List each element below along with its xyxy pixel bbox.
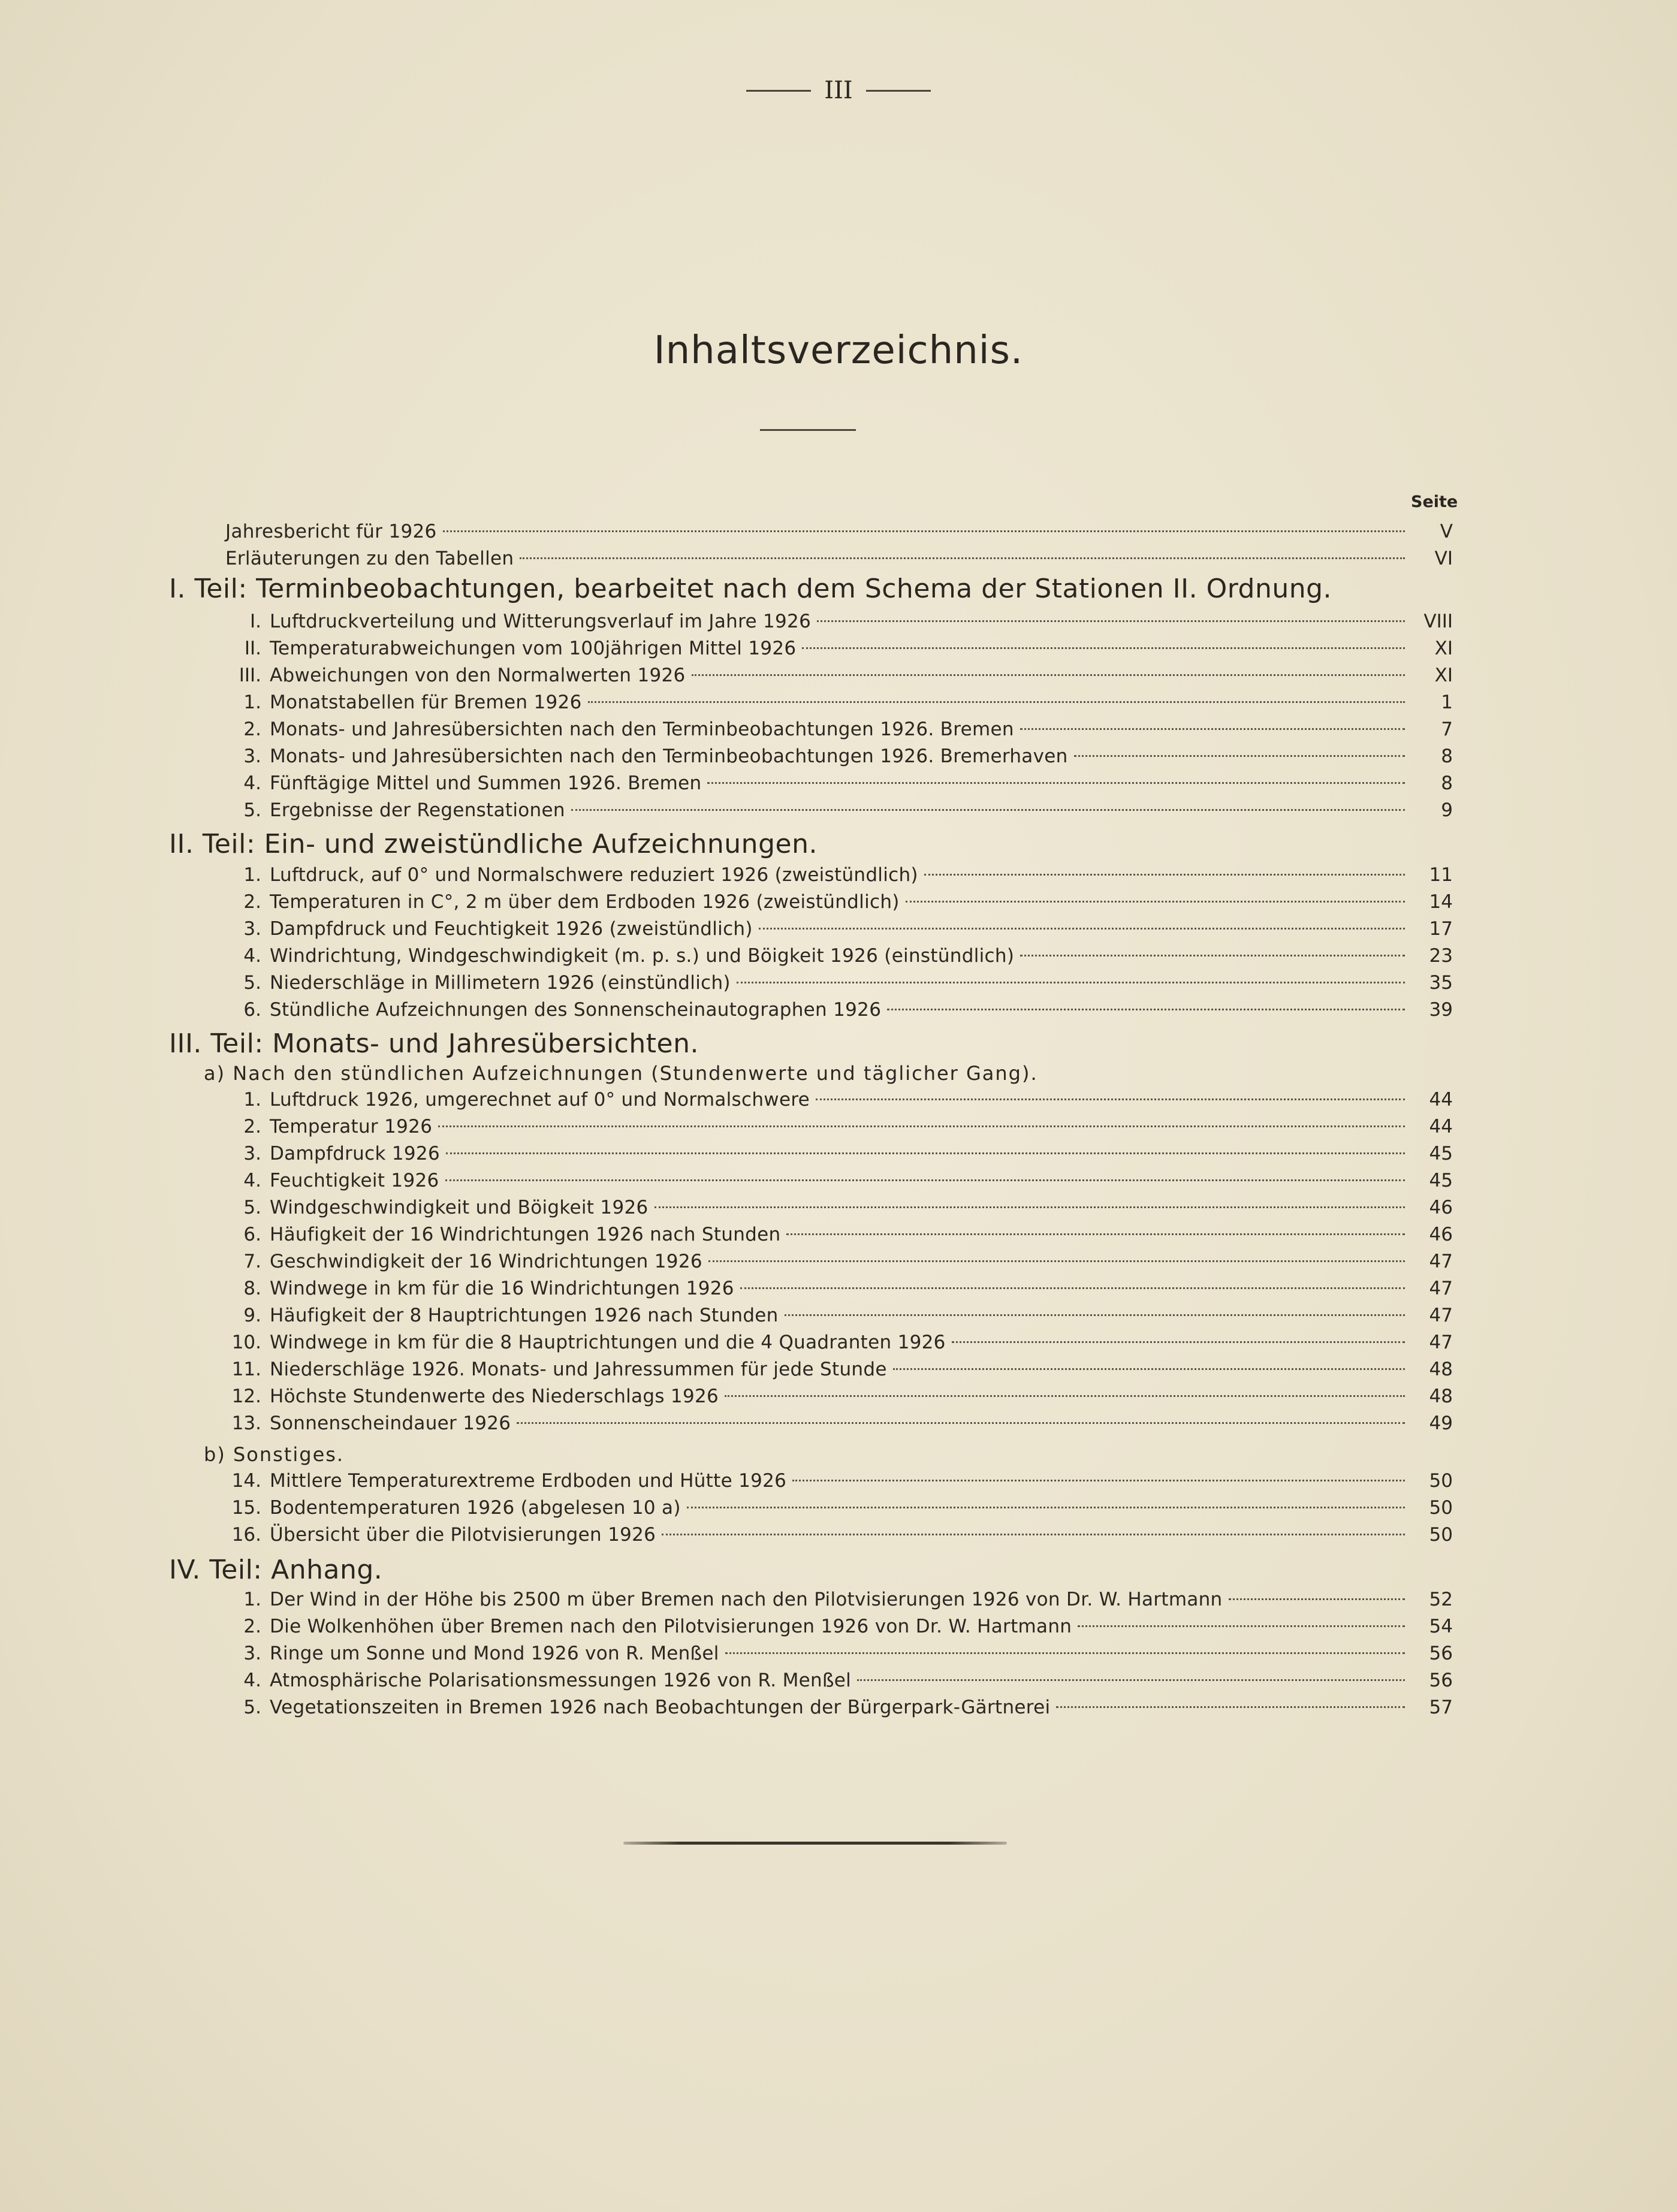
toc-entry-label: Temperaturen in C°, 2 m über dem Erdboden 1926 (zweistündlich) xyxy=(270,891,900,913)
toc-entry-page: 50 xyxy=(1429,1497,1453,1519)
leader-dots xyxy=(802,647,1405,649)
toc-entry-page: 47 xyxy=(1429,1332,1453,1353)
toc-entry xyxy=(225,969,1453,997)
toc-entry xyxy=(225,1329,1453,1356)
toc-entry-number: 10. xyxy=(231,1332,261,1353)
toc-entry-label: Übersicht über die Pilotvisierungen 1926 xyxy=(270,1524,656,1546)
toc-entry-page: 44 xyxy=(1429,1116,1453,1137)
part-heading-4: IV. Teil: Anhang. xyxy=(169,1555,383,1585)
toc-entry xyxy=(225,662,1453,689)
toc-entry-page: V xyxy=(1440,521,1453,542)
leader-dots xyxy=(1056,1706,1405,1708)
toc-entry-page: 54 xyxy=(1429,1616,1453,1637)
leader-dots xyxy=(687,1507,1405,1508)
toc-entry-label: Niederschläge 1926. Monats- und Jahressummen für jede Stunde xyxy=(270,1359,887,1380)
toc-entry xyxy=(225,888,1453,916)
toc-entry-number: I. xyxy=(250,611,261,632)
toc-entry-label: Monats- und Jahresübersichten nach den Terminbeobachtungen 1926. Bremerhaven xyxy=(270,746,1068,767)
toc-entry-number: 12. xyxy=(231,1386,261,1407)
toc-entry xyxy=(225,1521,1453,1549)
toc-entry xyxy=(225,689,1453,716)
toc-entry-page: XI xyxy=(1434,638,1453,659)
toc-entry xyxy=(225,1613,1453,1640)
toc-entry-label: Fünftägige Mittel und Summen 1926. Bremen xyxy=(270,772,702,794)
leader-dots xyxy=(1074,755,1405,757)
leader-dots xyxy=(443,530,1405,532)
leader-dots xyxy=(906,901,1405,903)
toc-entry-number: 3. xyxy=(243,746,261,767)
toc-entry-label: Monatstabellen für Bremen 1926 xyxy=(270,692,582,713)
toc-entry-label: Atmosphärische Polarisationsmessungen 1926 von R. Menßel xyxy=(270,1670,852,1691)
toc-entry-number: 1. xyxy=(243,864,261,886)
toc-entry xyxy=(225,1221,1453,1248)
leader-dots xyxy=(857,1679,1405,1681)
toc-entry-label: Luftdruck 1926, umgerechnet auf 0° und Normalschwere xyxy=(270,1089,810,1110)
toc-entry xyxy=(225,1167,1453,1194)
toc-entry-number: 2. xyxy=(243,1616,261,1637)
toc-entry-number: 4. xyxy=(243,1170,261,1191)
toc-entry xyxy=(225,769,1453,797)
toc-entry xyxy=(225,743,1453,770)
toc-entry-page: 45 xyxy=(1429,1170,1453,1191)
part-heading-3: III. Teil: Monats- und Jahresübersichten. xyxy=(169,1028,699,1059)
toc-entry-number: 2. xyxy=(243,891,261,913)
toc-entry-label: Windrichtung, Windgeschwindigkeit (m. p. s.) und Böigkeit 1926 (einstündlich) xyxy=(270,945,1015,967)
toc-entry-page: 56 xyxy=(1429,1643,1453,1664)
toc-entry xyxy=(225,1086,1453,1113)
toc-entry-label: Windwege in km für die 8 Hauptrichtungen und die 4 Quadranten 1926 xyxy=(270,1332,946,1353)
toc-entry-label: Luftdruck, auf 0° und Normalschwere reduziert 1926 (zweistündlich) xyxy=(270,864,918,886)
toc-entry-page: 46 xyxy=(1429,1224,1453,1245)
toc-entry-page: 52 xyxy=(1429,1589,1453,1610)
toc-entry-number: 3. xyxy=(243,1143,261,1164)
toc-entry xyxy=(225,635,1453,662)
leader-dots xyxy=(520,557,1405,559)
toc-entry-label: Monats- und Jahresübersichten nach den Terminbeobachtungen 1926. Bremen xyxy=(270,719,1014,740)
leader-dots xyxy=(952,1341,1405,1343)
subsection-heading-a: a) Nach den stündlichen Aufzeichnungen (Stundenwerte und täglicher Gang). xyxy=(204,1062,1038,1085)
toc-entry-page: XI xyxy=(1434,665,1453,686)
leader-dots xyxy=(737,982,1405,983)
toc-entry xyxy=(225,1694,1453,1721)
toc-entry-label: Ergebnisse der Regenstationen xyxy=(270,799,565,821)
leader-dots xyxy=(662,1534,1405,1535)
leader-dots xyxy=(1229,1598,1405,1600)
toc-entry-number: 4. xyxy=(243,945,261,967)
toc-entry-page: 47 xyxy=(1429,1278,1453,1299)
part-heading-1: I. Teil: Terminbeobachtungen, bearbeitet nach dem Schema der Stationen II. Ordnung. xyxy=(169,574,1332,604)
toc-entry xyxy=(225,1356,1453,1383)
toc-entry-page: 8 xyxy=(1441,746,1453,767)
leader-dots xyxy=(785,1314,1405,1316)
toc-entry-number: III. xyxy=(239,665,261,686)
leader-dots xyxy=(792,1480,1405,1481)
leader-dots xyxy=(588,701,1405,703)
toc-entry-page: 47 xyxy=(1429,1251,1453,1272)
toc-entry-number: II. xyxy=(244,638,261,659)
toc-entry-number: 4. xyxy=(243,1670,261,1691)
toc-entry-label: Dampfdruck und Feuchtigkeit 1926 (zweistündlich) xyxy=(270,918,753,940)
toc-entry-number: 11. xyxy=(231,1359,261,1380)
toc-entry-page: 45 xyxy=(1429,1143,1453,1164)
leader-dots xyxy=(517,1422,1405,1424)
toc-entry xyxy=(225,608,1453,635)
toc-entry-label: Dampfdruck 1926 xyxy=(270,1143,440,1164)
toc-entry-label: Abweichungen von den Normalwerten 1926 xyxy=(270,665,686,686)
toc-entry-page: 44 xyxy=(1429,1089,1453,1110)
toc-entry xyxy=(225,716,1453,743)
toc-entry xyxy=(225,1586,1453,1613)
toc-entry xyxy=(225,1667,1453,1694)
leader-dots xyxy=(893,1368,1405,1370)
toc-entry-label: Temperaturabweichungen vom 100jährigen Mittel 1926 xyxy=(270,638,797,659)
leader-dots xyxy=(438,1125,1405,1127)
toc-entry-number: 14. xyxy=(231,1470,261,1492)
toc-entry-number: 2. xyxy=(243,719,261,740)
toc-entry-number: 5. xyxy=(243,1697,261,1718)
page-number: III xyxy=(824,77,853,104)
toc-entry-number: 13. xyxy=(231,1413,261,1434)
toc-entry xyxy=(225,1494,1453,1522)
toc-entry-page: 35 xyxy=(1429,972,1453,994)
toc-entry-label: Feuchtigkeit 1926 xyxy=(270,1170,439,1191)
header-rule-right xyxy=(866,90,931,92)
toc-entry xyxy=(225,1467,1453,1495)
toc-entry-label: Geschwindigkeit der 16 Windrichtungen 1926 xyxy=(270,1251,702,1272)
toc-entry-label: Jahresbericht für 1926 xyxy=(225,521,437,542)
toc-entry-number: 3. xyxy=(243,1643,261,1664)
toc-entry-page: 50 xyxy=(1429,1470,1453,1492)
toc-entry-label: Die Wolkenhöhen über Bremen nach den Pilotvisierungen 1926 von Dr. W. Hartmann xyxy=(270,1616,1072,1637)
toc-entry-page: 50 xyxy=(1429,1524,1453,1546)
leader-dots xyxy=(692,674,1405,676)
toc-entry-page: 48 xyxy=(1429,1359,1453,1380)
leader-dots xyxy=(740,1287,1405,1289)
leader-dots xyxy=(786,1233,1405,1235)
toc-entry xyxy=(225,545,1453,572)
toc-entry-label: Bodentemperaturen 1926 (abgelesen 10 a) xyxy=(270,1497,681,1519)
toc-entry xyxy=(225,996,1453,1024)
leader-dots xyxy=(887,1009,1405,1010)
part-heading-2: II. Teil: Ein- und zweistündliche Aufzeichnungen. xyxy=(169,829,818,859)
toc-entry-page: 39 xyxy=(1429,999,1453,1021)
leader-dots xyxy=(708,1260,1405,1262)
toc-entry xyxy=(225,861,1453,889)
toc-entry-number: 2. xyxy=(243,1116,261,1137)
page-title: Inhaltsverzeichnis. xyxy=(653,328,1024,373)
leader-dots xyxy=(924,874,1405,876)
toc-entry xyxy=(225,915,1453,943)
toc-entry-number: 4. xyxy=(243,772,261,794)
toc-entry-page: 8 xyxy=(1441,772,1453,794)
toc-entry xyxy=(225,796,1453,824)
toc-entry-number: 1. xyxy=(243,1089,261,1110)
leader-dots xyxy=(816,1099,1405,1100)
toc-entry xyxy=(225,1140,1453,1167)
toc-entry-page: 56 xyxy=(1429,1670,1453,1691)
leader-dots xyxy=(817,620,1405,622)
toc-entry-label: Temperatur 1926 xyxy=(270,1116,433,1137)
toc-entry-number: 5. xyxy=(243,799,261,821)
leader-dots xyxy=(654,1206,1405,1208)
toc-entry xyxy=(225,1113,1453,1140)
toc-entry xyxy=(225,518,1453,545)
toc-entry-page: 48 xyxy=(1429,1386,1453,1407)
toc-entry-label: Luftdruckverteilung und Witterungsverlauf im Jahre 1926 xyxy=(270,611,812,632)
leader-dots xyxy=(446,1152,1405,1154)
toc-entry xyxy=(225,1302,1453,1329)
toc-entry-number: 6. xyxy=(243,1224,261,1245)
toc-entry-label: Niederschläge in Millimetern 1926 (einstündlich) xyxy=(270,972,731,994)
leader-dots xyxy=(1078,1625,1405,1627)
header-rule-left xyxy=(746,90,811,92)
toc-entry-label: Windgeschwindigkeit und Böigkeit 1926 xyxy=(270,1197,649,1218)
toc-entry-page: VIII xyxy=(1423,611,1453,632)
toc-entry-label: Mittlere Temperaturextreme Erdboden und Hütte 1926 xyxy=(270,1470,787,1492)
toc-entry-label: Häufigkeit der 8 Hauptrichtungen 1926 nach Stunden xyxy=(270,1305,779,1326)
toc-entry-number: 15. xyxy=(231,1497,261,1519)
leader-dots xyxy=(707,782,1405,784)
toc-entry-page: 7 xyxy=(1441,719,1453,740)
toc-entry-page: 17 xyxy=(1429,918,1453,940)
toc-entry-number: 5. xyxy=(243,1197,261,1218)
toc-entry-page: 9 xyxy=(1441,799,1453,821)
toc-entry xyxy=(225,1410,1453,1437)
toc-entry xyxy=(225,1248,1453,1275)
leader-dots xyxy=(725,1652,1405,1654)
toc-entry-page: 49 xyxy=(1429,1413,1453,1434)
toc-entry-number: 16. xyxy=(231,1524,261,1546)
toc-entry-label: Stündliche Aufzeichnungen des Sonnenscheinautographen 1926 xyxy=(270,999,882,1021)
toc-entry-label: Erläuterungen zu den Tabellen xyxy=(225,548,514,569)
toc-entry-page: 14 xyxy=(1429,891,1453,913)
toc-entry-page: 1 xyxy=(1441,692,1453,713)
leader-dots xyxy=(1020,728,1405,730)
toc-entry-label: Häufigkeit der 16 Windrichtungen 1926 nach Stunden xyxy=(270,1224,781,1245)
toc-entry xyxy=(225,1194,1453,1221)
toc-entry-label: Höchste Stundenwerte des Niederschlags 1926 xyxy=(270,1386,719,1407)
toc-entry-label: Vegetationszeiten in Bremen 1926 nach Beobachtungen der Bürgerpark-Gärtnerei xyxy=(270,1697,1051,1718)
toc-entry xyxy=(225,1275,1453,1302)
subsection-heading-b: b) Sonstiges. xyxy=(204,1443,345,1466)
toc-entry-number: 7. xyxy=(243,1251,261,1272)
toc-entry-label: Ringe um Sonne und Mond 1926 von R. Menßel xyxy=(270,1643,719,1664)
leader-dots xyxy=(759,928,1405,930)
toc-entry-label: Windwege in km für die 16 Windrichtungen 1926 xyxy=(270,1278,734,1299)
toc-entry xyxy=(225,942,1453,970)
leader-dots xyxy=(725,1395,1405,1397)
toc-entry-label: Der Wind in der Höhe bis 2500 m über Bremen nach den Pilotvisierungen 1926 von Dr. W. Hartmann xyxy=(270,1589,1223,1610)
toc-entry-number: 1. xyxy=(243,1589,261,1610)
toc-entry-number: 6. xyxy=(243,999,261,1021)
toc-entry xyxy=(225,1640,1453,1667)
toc-entry-page: 11 xyxy=(1429,864,1453,886)
toc-entry xyxy=(225,1383,1453,1410)
toc-entry-page: VI xyxy=(1434,548,1453,569)
toc-entry-label: Sonnenscheindauer 1926 xyxy=(270,1413,511,1434)
leader-dots xyxy=(445,1179,1405,1181)
leader-dots xyxy=(571,809,1405,811)
toc-entry-number: 1. xyxy=(243,692,261,713)
title-underline xyxy=(760,429,856,431)
toc-entry-number: 8. xyxy=(243,1278,261,1299)
toc-entry-number: 5. xyxy=(243,972,261,994)
toc-entry-page: 23 xyxy=(1429,945,1453,967)
toc-entry-number: 3. xyxy=(243,918,261,940)
closing-rule xyxy=(623,1842,1007,1845)
toc-entry-page: 46 xyxy=(1429,1197,1453,1218)
seite-column-label: Seite xyxy=(1411,493,1458,511)
page-number-header xyxy=(0,77,1677,104)
toc-entry-number: 9. xyxy=(243,1305,261,1326)
toc-entry-page: 47 xyxy=(1429,1305,1453,1326)
toc-entry-page: 57 xyxy=(1429,1697,1453,1718)
leader-dots xyxy=(1020,955,1405,956)
